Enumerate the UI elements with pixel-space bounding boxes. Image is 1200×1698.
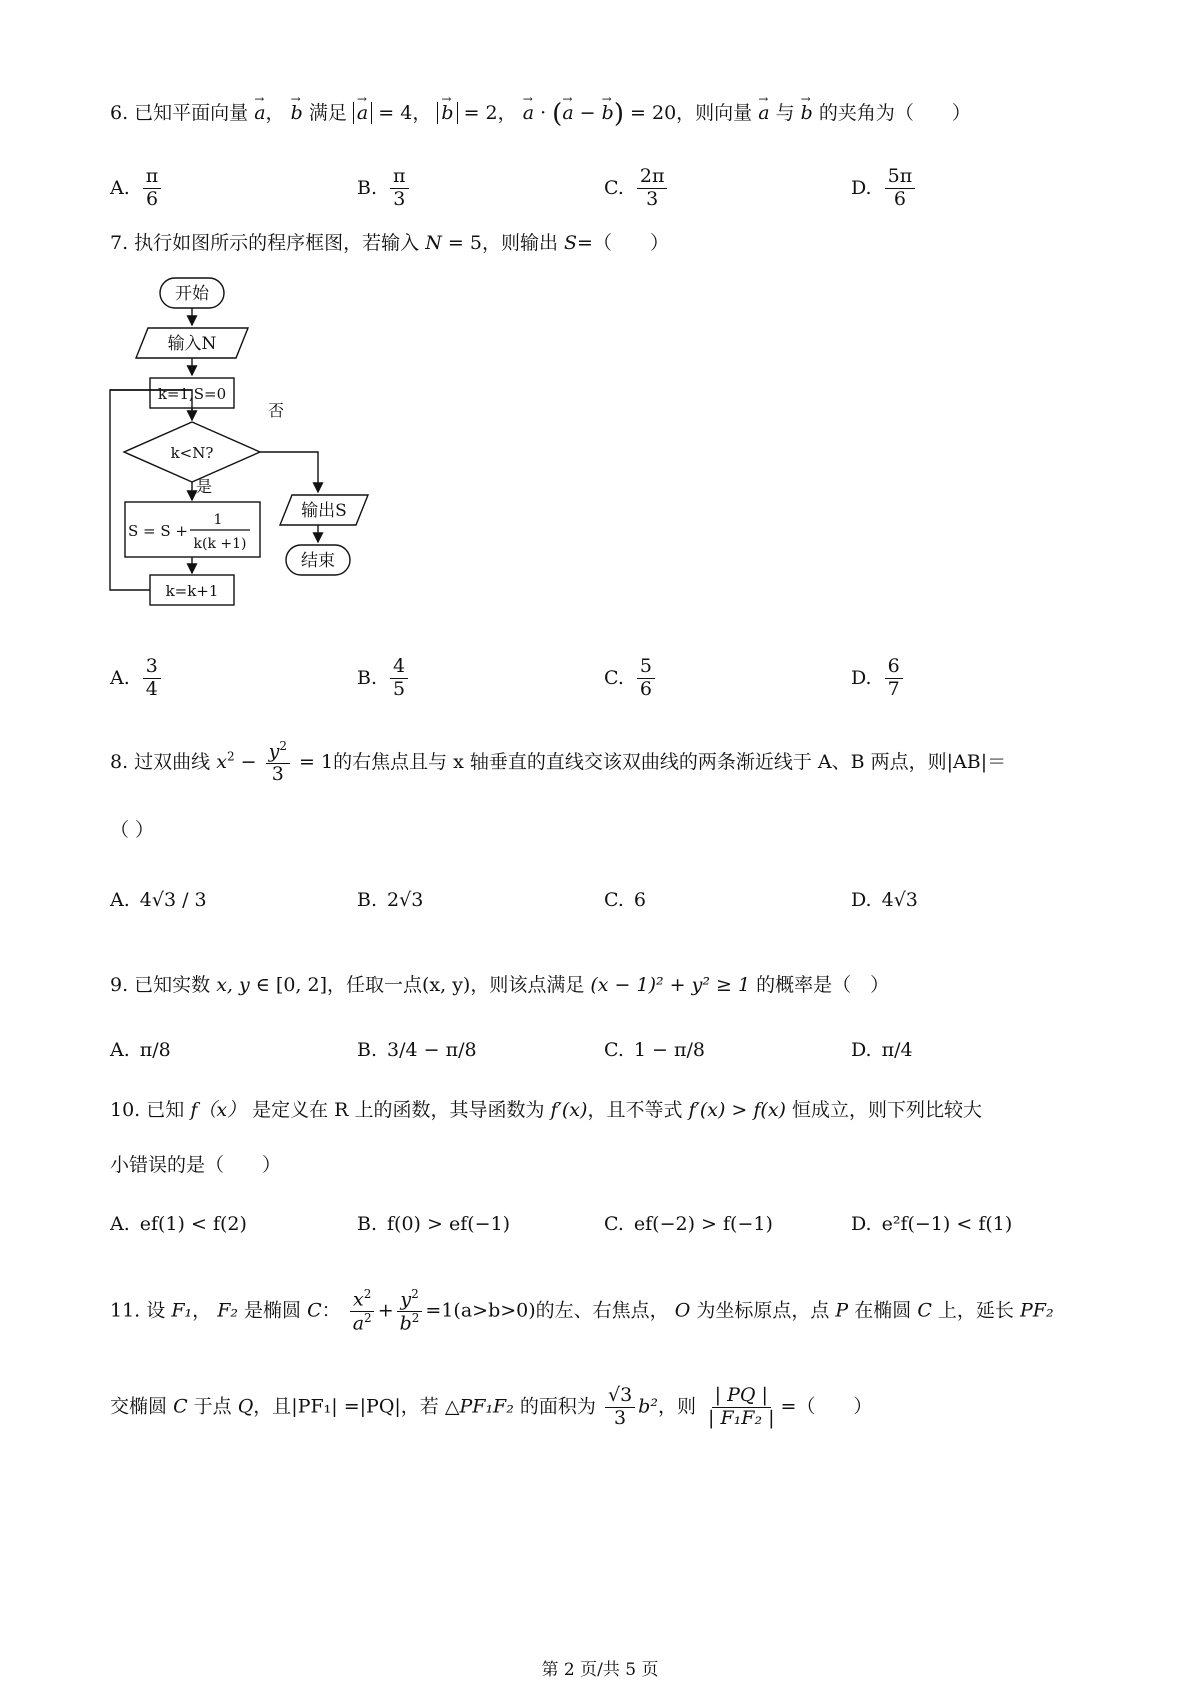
q8-paren: （ ） xyxy=(110,819,155,841)
flow-input-label: 输入N xyxy=(167,334,217,354)
q10-option-a[interactable]: A. ef(1) < f(2) xyxy=(110,1213,247,1235)
q8-stem: 8. 过双曲线 $x^2$ − $\frac{y^2}{3}$ = 1的右焦点且与 x 轴垂直的直线交该双曲线的两条渐近线于 A、B 两点，则|AB|＝ xyxy=(110,739,1007,786)
q9-options xyxy=(110,1020,1110,1080)
q6-option-c[interactable]: C. $\frac{2\pi}{3}$ xyxy=(604,158,670,218)
q6-option-a[interactable]: A. $\frac{\pi}{6}$ xyxy=(110,158,164,218)
q11-stem-line2: 交椭圆 C 于点 Q，且|PF₁| =|PQ|，若 △PF₁F₂ 的面积为 $\frac{√3}{3}$ b²，则 $\frac{| PQ |}{\text{| F₁F₂ |}}$ =（ ） xyxy=(110,1384,873,1429)
q8-option-c[interactable]: C. 6 xyxy=(604,889,646,911)
vector-b: → b xyxy=(291,98,303,128)
flow-assign-left: S = S + xyxy=(128,522,188,540)
q7-option-d[interactable]: D. $\frac{6}{7}$ xyxy=(851,648,906,708)
flow-init-label: k=1,S=0 xyxy=(157,385,227,403)
q6-options xyxy=(110,158,1110,218)
q7-stem: 7. 执行如图所示的程序框图，若输入 N = 5，则输出 S=（ ） xyxy=(110,232,669,254)
q8-option-d[interactable]: D. 4√3 xyxy=(851,889,918,911)
flow-no-label: 否 xyxy=(268,401,285,420)
page-footer: 第 2 页/共 5 页 xyxy=(541,1660,659,1680)
flow-increment-label: k=k+1 xyxy=(165,582,219,600)
q10-stem: 10. 已知 f（x） 是定义在 R 上的函数，其导函数为 f′(x)，且不等式 f′(x) > f(x) 恒成立，则下列比较大 xyxy=(110,1099,983,1121)
q9-option-a[interactable]: A. π/8 xyxy=(110,1039,171,1061)
q10-stem-line2: 小错误的是（ ） xyxy=(110,1154,282,1176)
q7-option-a[interactable]: A. $\frac{3}{4}$ xyxy=(110,648,164,708)
q10-option-c[interactable]: C. ef(−2) > f(−1) xyxy=(604,1213,773,1235)
q10-option-b[interactable]: B. f(0) > ef(−1) xyxy=(357,1213,511,1235)
q6-option-d[interactable]: D. $\frac{5\pi}{6}$ xyxy=(851,158,918,218)
flow-condition-label: k<N? xyxy=(170,444,214,462)
flow-output-label: 输出S xyxy=(301,501,347,521)
q10-options xyxy=(110,1194,1110,1254)
flow-assign-num: 1 xyxy=(213,512,223,528)
flow-assign-den: k(k +1) xyxy=(193,536,247,552)
q8-option-b[interactable]: B. 2√3 xyxy=(357,889,424,911)
q7-option-b[interactable]: B. $\frac{4}{5}$ xyxy=(357,648,411,708)
vector-a: → a xyxy=(254,98,265,128)
q7-options xyxy=(110,648,1110,708)
q11-stem: 11. 设 F₁， F₂ 是椭圆 C： $\frac{x^2}{a^2}$ + $\frac{y^2}{b^2}$ =1(a>b>0)的左、右焦点， O 为坐标原点，点 P 在椭圆 C 上，延长 PF₂ xyxy=(110,1287,1054,1335)
q6-option-b[interactable]: B. $\frac{\pi}{3}$ xyxy=(357,158,412,218)
flow-yes-label: 是 xyxy=(196,477,213,496)
q6-stem: 6. 已知平面向量 → a， → b 满足 → a = 4， → b = 2， → a · (→ a − → b) = 20，则向量 → a 与 → b 的夹角为（ ） xyxy=(110,98,971,129)
q9-option-b[interactable]: B. 3/4 − π/8 xyxy=(357,1039,477,1061)
q7-option-c[interactable]: C. $\frac{5}{6}$ xyxy=(604,648,658,708)
q8-option-a[interactable]: A. 4√3 / 3 xyxy=(110,889,207,911)
flowchart xyxy=(100,270,420,650)
q10-option-d[interactable]: D. e²f(−1) < f(1) xyxy=(851,1213,1013,1235)
flow-end-label: 结束 xyxy=(301,551,335,571)
q9-option-d[interactable]: D. π/4 xyxy=(851,1039,913,1061)
q9-stem: 9. 已知实数 x, y ∈ [0, 2]，任取一点(x, y)，则该点满足 (x − 1)² + y² ≥ 1 的概率是（ ） xyxy=(110,974,890,996)
q8-options xyxy=(110,870,1110,930)
flow-start-label: 开始 xyxy=(175,284,209,304)
q9-option-c[interactable]: C. 1 − π/8 xyxy=(604,1039,705,1061)
